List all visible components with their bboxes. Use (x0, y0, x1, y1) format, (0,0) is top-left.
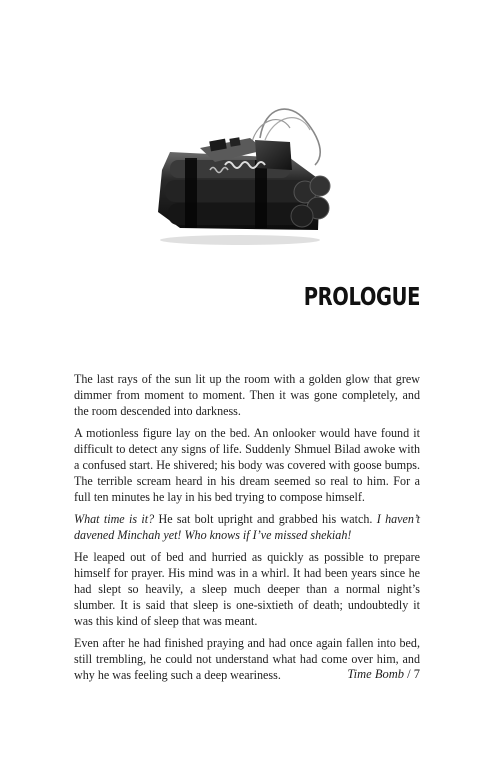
chapter-body (74, 371, 420, 689)
dynamite-bomb-icon (140, 100, 340, 250)
italic-thought-lead: What time is it? (74, 512, 155, 526)
paragraph-1: The last rays of the sun lit up the room with a golden glow that grew dimmer from moment to moment. Then it was gone completely, and the room descended into darkness. (74, 372, 420, 418)
running-book-title: Time Bomb (347, 667, 405, 681)
paragraph-4: He leaped out of bed and hurried as quickly as possible to prepare himself for prayer. His mind was in a whirl. It had been years since he had slept so heavily, a sleep much deeper than a normal night’s slumber. It is said that sleep is one-sixtieth of death; undoubtedly it was this kind of sleep that was meant. (74, 550, 420, 628)
paragraph-3 (74, 511, 420, 543)
page-footer (347, 667, 420, 682)
paragraph-2: A motionless figure lay on the bed. An onlooker would have found it difficult to detect any signs of life. Suddenly Shmuel Bilad awoke with a confused start. He shivered; his body was covered with goose bumps. The terrible scream heard in his dream seemed so real to him. For a full ten minutes he lay in his bed trying to compose himself. (74, 426, 420, 504)
footer-separator: / (404, 667, 414, 681)
italic-thought-tail: I haven’t davened Minchah yet! Who knows if I’ve missed shekiah! (74, 512, 420, 542)
paragraph-5: Even after he had finished praying and had once again fallen into bed, still trembling, he could not understand what had come over him, and why he was feeling such a deep weariness. (74, 636, 420, 682)
page-number: 7 (413, 667, 420, 681)
paragraph-3-text: He sat bolt upright and grabbed his watch. (154, 512, 377, 526)
chapter-title: PROLOGUE (303, 282, 420, 311)
